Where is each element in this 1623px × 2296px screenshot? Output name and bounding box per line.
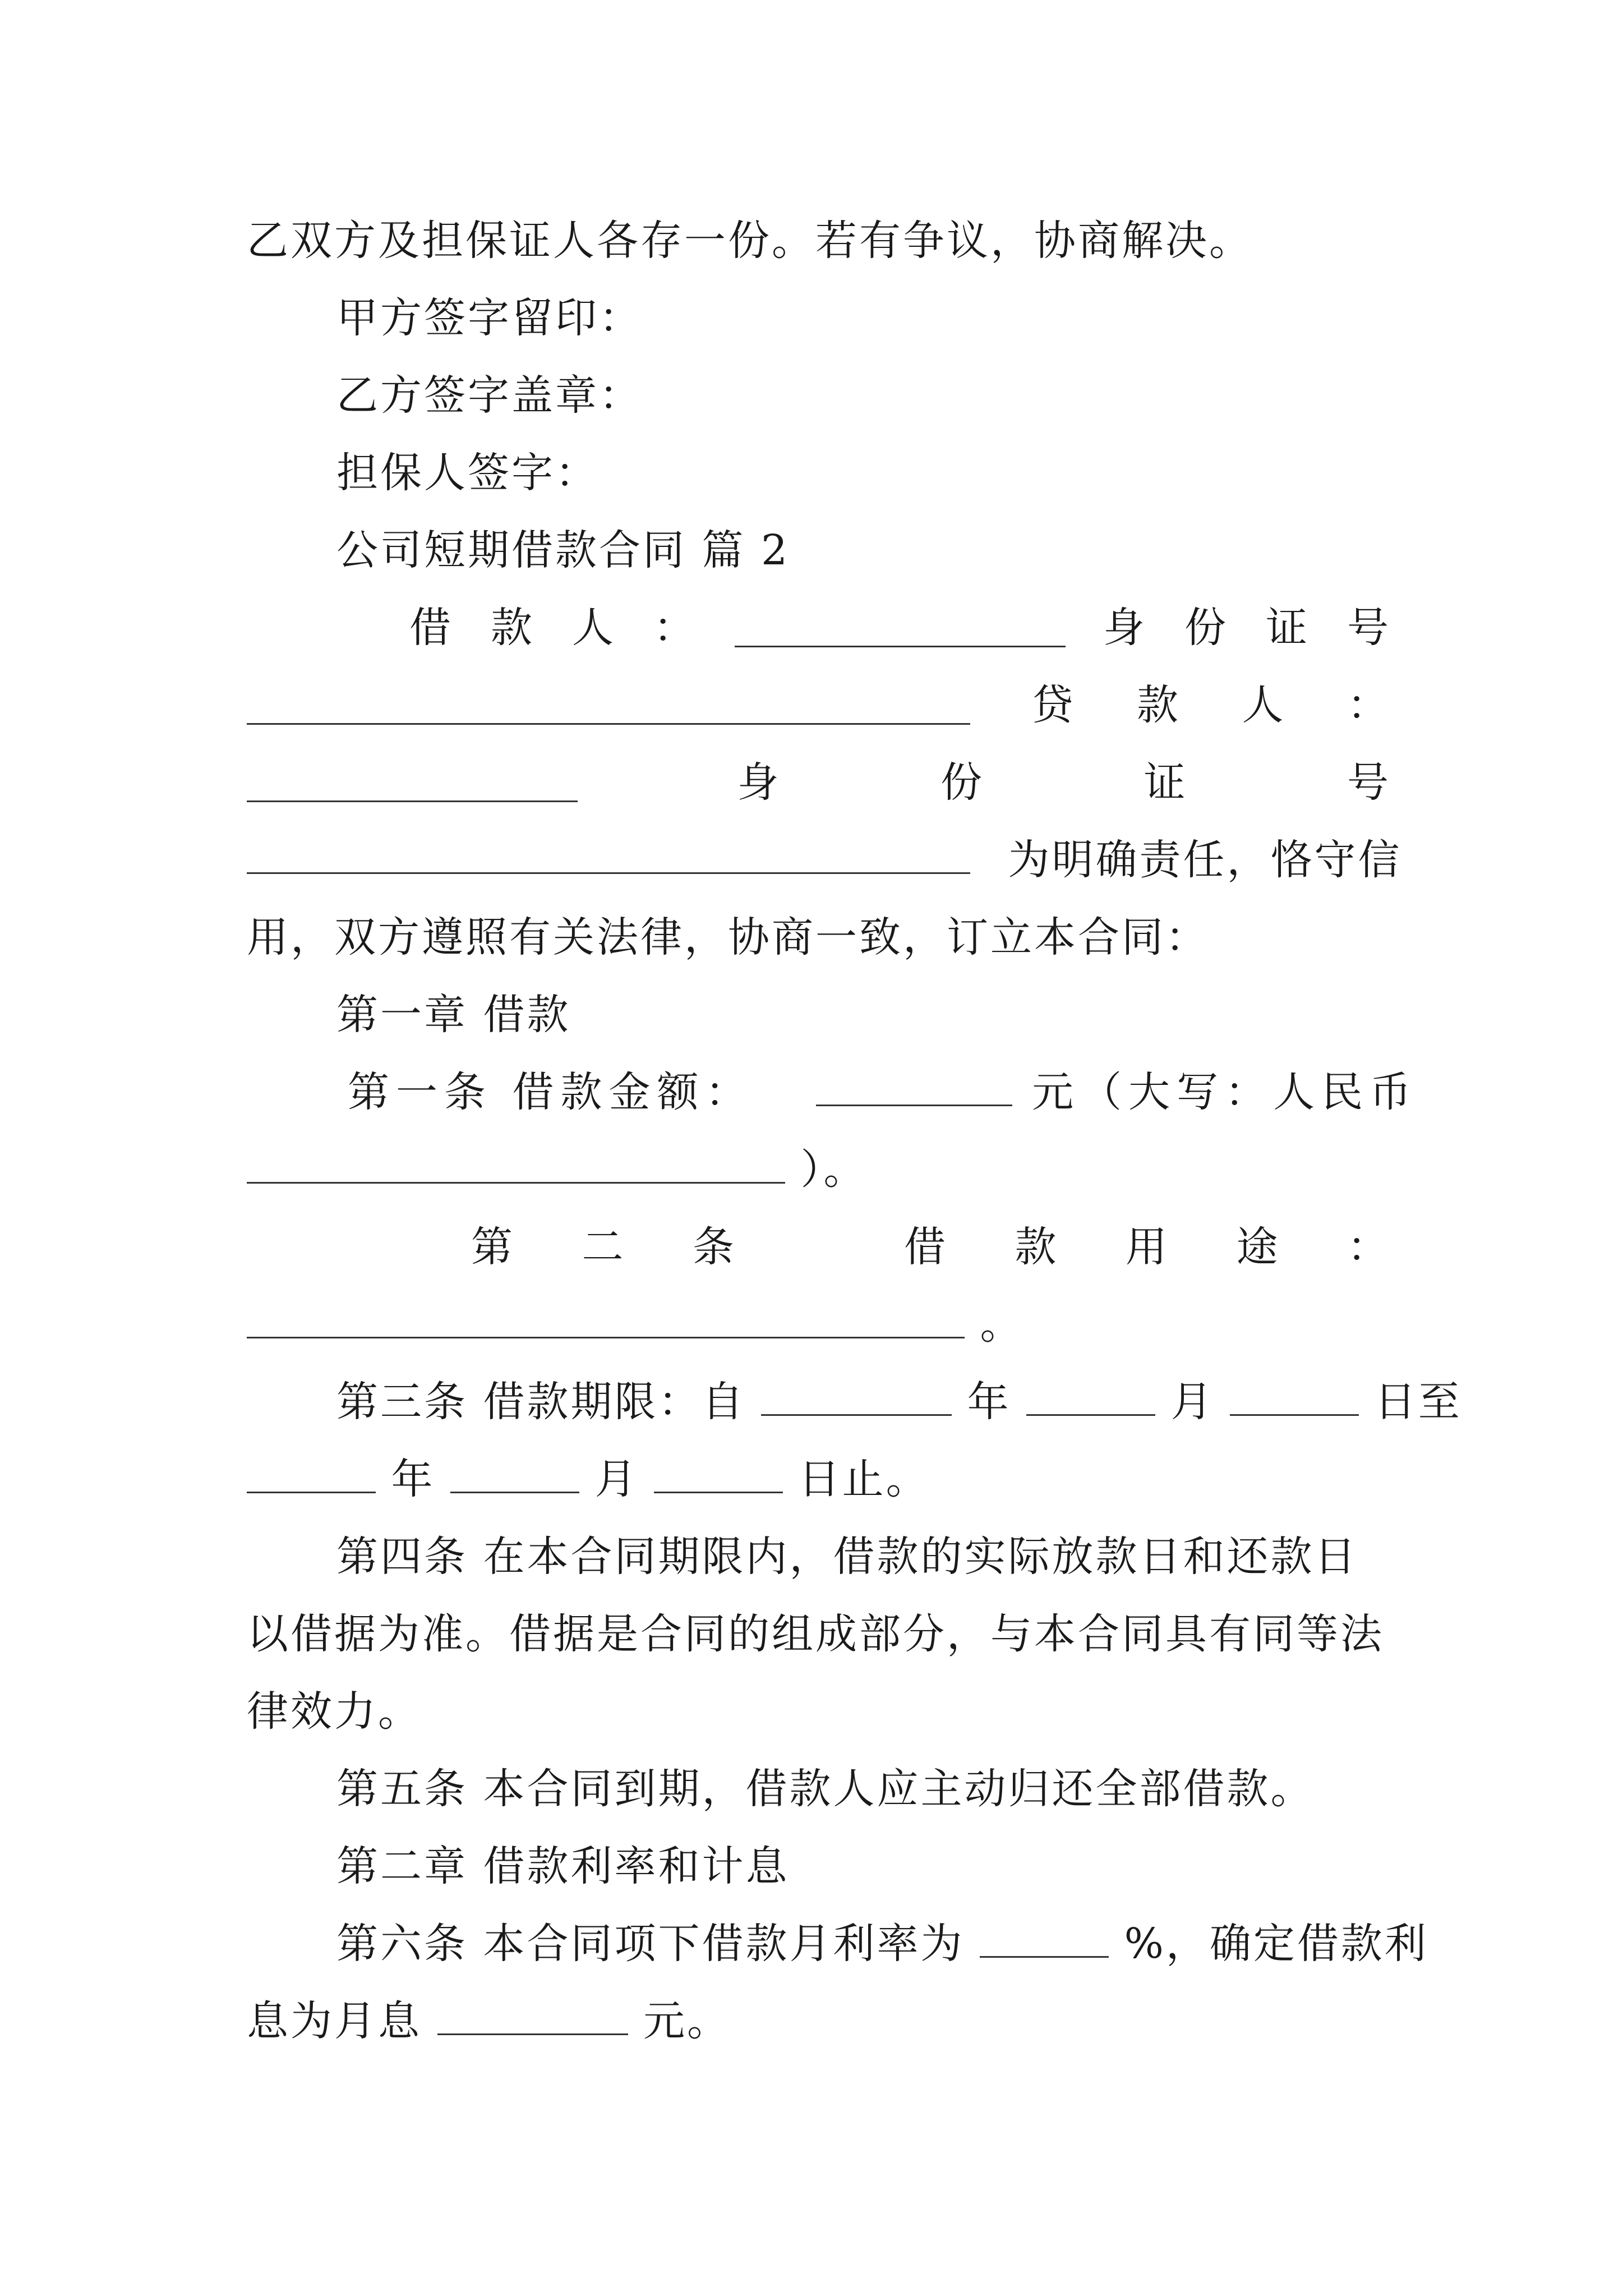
text-line: 律效力。 xyxy=(247,1687,422,1736)
amount-capital-blank xyxy=(247,1145,785,1184)
char: 身 xyxy=(1103,604,1147,652)
guarantor-signature-label: 担保人签字： xyxy=(336,449,599,497)
text: 元。 xyxy=(643,1997,731,2045)
text: 元（大写：人民币 xyxy=(1032,1068,1418,1116)
text: %，确定借款利 xyxy=(1124,1920,1428,1968)
start-day-blank xyxy=(1230,1377,1359,1416)
char: 号 xyxy=(1347,758,1391,807)
party-a-signature-label: 甲方签字留印： xyxy=(336,294,643,342)
text-line xyxy=(247,821,1402,899)
text: 第三条 借款期限：自 xyxy=(336,1378,746,1426)
end-year-blank xyxy=(247,1455,376,1493)
lender-id-blank xyxy=(247,835,970,874)
text: 第六条 本合同项下借款月利率为 xyxy=(336,1920,965,1968)
char: 款 xyxy=(1137,681,1181,729)
char: 条 xyxy=(693,1223,736,1271)
text: 月 xyxy=(594,1455,639,1503)
borrower-name-blank xyxy=(735,609,1066,647)
section-heading: 公司短期借款合同 篇 2 xyxy=(336,526,790,574)
text: 日止。 xyxy=(798,1455,930,1503)
text-line xyxy=(247,1286,1391,1363)
text: 月 xyxy=(1170,1378,1215,1426)
char: 份 xyxy=(940,758,984,807)
char: 号 xyxy=(1347,604,1391,652)
clause-3-line xyxy=(247,1363,1462,1441)
char: 款 xyxy=(1015,1223,1059,1271)
char: 第 xyxy=(471,1223,515,1271)
lender-name-blank xyxy=(247,763,578,802)
end-day-blank xyxy=(654,1455,783,1493)
char: 人 xyxy=(1242,681,1286,729)
start-month-blank xyxy=(1026,1377,1155,1416)
text-line xyxy=(247,1982,1391,2060)
lender-line xyxy=(247,666,1391,744)
char: 款 xyxy=(491,604,534,652)
char: ： xyxy=(653,604,697,652)
text-line: 乙双方及担保证人各存一份。若有争议，协商解决。 xyxy=(247,217,1253,265)
chapter-heading: 第一章 借款 xyxy=(336,991,571,1039)
text: 第一条 借款金额： xyxy=(348,1068,754,1116)
monthly-interest-blank xyxy=(437,1996,628,2035)
text: 息为月息 xyxy=(247,1997,422,2045)
text-line: 第五条 本合同到期，借款人应主动归还全部借款。 xyxy=(336,1765,1315,1813)
clause-2-line xyxy=(247,1208,1391,1286)
monthly-rate-blank xyxy=(980,1919,1109,1958)
char: 身 xyxy=(737,758,781,807)
char: ： xyxy=(1347,1223,1391,1271)
clause-6-line xyxy=(247,1905,1428,1982)
char: 贷 xyxy=(1031,681,1076,729)
party-b-signature-label: 乙方签字盖章： xyxy=(336,371,643,420)
purpose-blank xyxy=(247,1300,965,1338)
lender-id-line xyxy=(247,744,1391,821)
amount-blank xyxy=(816,1068,1012,1106)
char: 二 xyxy=(582,1223,626,1271)
char: 借 xyxy=(904,1223,948,1271)
char: 用 xyxy=(1126,1223,1169,1271)
chapter-heading: 第二章 借款利率和计息 xyxy=(336,1842,790,1890)
document-page xyxy=(247,202,1462,2060)
text: ）。 xyxy=(800,1145,868,1194)
text-line xyxy=(247,1131,1391,1208)
text-line: 第四条 在本合同期限内，借款的实际放款日和还款日 xyxy=(336,1533,1358,1581)
char: ： xyxy=(1347,681,1391,729)
text: 日至 xyxy=(1374,1378,1462,1426)
borrower-line xyxy=(247,589,1391,666)
char: 证 xyxy=(1144,758,1188,807)
start-year-blank xyxy=(761,1377,952,1416)
clause-1-line xyxy=(247,1053,1418,1131)
text-line: 以借据为准。借据是合同的组成部分，与本合同具有同等法 xyxy=(247,1610,1384,1658)
text-line xyxy=(247,1441,1391,1518)
text: 。 xyxy=(980,1300,1024,1349)
char: 证 xyxy=(1266,604,1310,652)
char: 借 xyxy=(409,604,453,652)
text: 年 xyxy=(967,1378,1011,1426)
char: 途 xyxy=(1236,1223,1280,1271)
text: 年 xyxy=(391,1455,435,1503)
char: 份 xyxy=(1184,604,1228,652)
end-month-blank xyxy=(450,1455,579,1493)
borrower-id-blank xyxy=(247,686,970,725)
text: 为明确责任，恪守信 xyxy=(1008,836,1402,884)
char: 人 xyxy=(572,604,616,652)
text-line: 用，双方遵照有关法律，协商一致，订立本合同： xyxy=(247,913,1209,961)
